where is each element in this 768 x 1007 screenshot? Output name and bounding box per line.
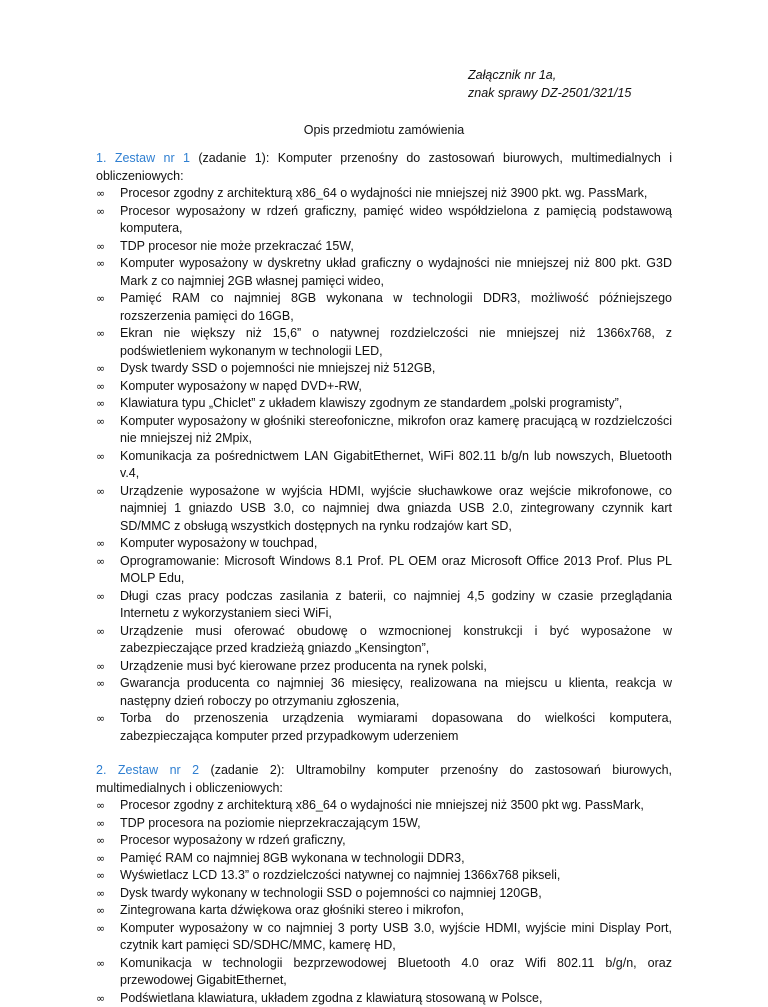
bullet-icon: ∞ bbox=[96, 850, 114, 868]
bullet-icon: ∞ bbox=[96, 378, 114, 396]
bullet-icon: ∞ bbox=[96, 902, 114, 920]
section-1-heading bbox=[96, 150, 672, 185]
spec-item: ∞ Klawiatura typu „Chiclet” z układem klawiszy zgodnym ze standardem „polski programisty”, bbox=[96, 395, 672, 413]
bullet-icon: ∞ bbox=[96, 290, 114, 308]
spec-item: ∞ Komputer wyposażony w touchpad, bbox=[96, 535, 672, 553]
bullet-icon: ∞ bbox=[96, 238, 114, 256]
bullet-icon: ∞ bbox=[96, 395, 114, 413]
spec-item: ∞ Komputer wyposażony w napęd DVD+-RW, bbox=[96, 378, 672, 396]
bullet-icon: ∞ bbox=[96, 885, 114, 903]
spec-item: ∞ Urządzenie wyposażone w wyjścia HDMI, wyjście słuchawkowe oraz wejście mikrofonowe, co najmniej 1 gniazdo USB 3.0, co najmniej dwa gniazda USB 2.0, zintegrowany czynnik kart SD/MMC z obsługą wszystkich dostępnych na rynku rodzajów kart SD, bbox=[96, 483, 672, 536]
section-2-number: 2. Zestaw nr 2 bbox=[96, 763, 199, 777]
spec-item: ∞ Torba do przenoszenia urządzenia wymiarami dopasowana do wielkości komputera, zabezpieczająca komputer przed przypadkowym uderzeniem bbox=[96, 710, 672, 745]
bullet-icon: ∞ bbox=[96, 710, 114, 728]
document-title: Opis przedmiotu zamówienia bbox=[0, 123, 768, 137]
spec-item: ∞ Pamięć RAM co najmniej 8GB wykonana w technologii DDR3, możliwość późniejszego rozszerzenia pamięci do 16GB, bbox=[96, 290, 672, 325]
bullet-icon: ∞ bbox=[96, 325, 114, 343]
bullet-icon: ∞ bbox=[96, 553, 114, 571]
spec-item: ∞ Oprogramowanie: Microsoft Windows 8.1 Prof. PL OEM oraz Microsoft Office 2013 Prof. Plus PL MOLP Edu, bbox=[96, 553, 672, 588]
bullet-icon: ∞ bbox=[96, 955, 114, 973]
spec-item: ∞ Komunikacja za pośrednictwem LAN GigabitEthernet, WiFi 802.11 b/g/n lub nowszych, Bluetooth v.4, bbox=[96, 448, 672, 483]
bullet-icon: ∞ bbox=[96, 360, 114, 378]
section-1-number: 1. Zestaw nr 1 bbox=[96, 151, 190, 165]
case-reference: znak sprawy DZ-2501/321/15 bbox=[468, 84, 631, 102]
section-spacer bbox=[96, 745, 672, 762]
bullet-icon: ∞ bbox=[96, 815, 114, 833]
spec-item: ∞ Ekran nie większy niż 15,6” o natywnej rozdzielczości nie mniejszej niż 1366x768, z podświetleniem wykonanym w technologii LED, bbox=[96, 325, 672, 360]
bullet-icon: ∞ bbox=[96, 920, 114, 938]
bullet-icon: ∞ bbox=[96, 413, 114, 431]
spec-item: ∞ Urządzenie musi być kierowane przez producenta na rynek polski, bbox=[96, 658, 672, 676]
attachment-number: Załącznik nr 1a, bbox=[468, 66, 631, 84]
section-2-heading bbox=[96, 762, 672, 797]
spec-item: ∞ Procesor wyposażony w rdzeń graficzny, pamięć wideo współdzielona z pamięcią podstawową komputera, bbox=[96, 203, 672, 238]
bullet-icon: ∞ bbox=[96, 483, 114, 501]
spec-item: ∞ Dysk twardy SSD o pojemności nie mniejszej niż 512GB, bbox=[96, 360, 672, 378]
spec-item: ∞ TDP procesor nie może przekraczać 15W, bbox=[96, 238, 672, 256]
spec-item: ∞ Komunikacja w technologii bezprzewodowej Bluetooth 4.0 oraz Wifi 802.11 b/g/n, oraz przewodowej GigabitEthernet, bbox=[96, 955, 672, 990]
bullet-icon: ∞ bbox=[96, 867, 114, 885]
section-1-title: (zadanie 1): Komputer przenośny do zastosowań biurowych, multimedialnych i obliczeniowych: bbox=[96, 151, 672, 183]
bullet-icon: ∞ bbox=[96, 832, 114, 850]
spec-item: ∞ Wyświetlacz LCD 13.3” o rozdzielczości natywnej co najmniej 1366x768 pikseli, bbox=[96, 867, 672, 885]
spec-item: ∞ Gwarancja producenta co najmniej 36 miesięcy, realizowana na miejscu u klienta, reakcja w następny dzień roboczy po otrzymaniu zgłoszenia, bbox=[96, 675, 672, 710]
spec-item: ∞ Komputer wyposażony w głośniki stereofoniczne, mikrofon oraz kamerę pracującą w rozdzielczości nie mniejszej niż 2Mpix, bbox=[96, 413, 672, 448]
spec-item: ∞ Procesor wyposażony w rdzeń graficzny, bbox=[96, 832, 672, 850]
bullet-icon: ∞ bbox=[96, 185, 114, 203]
spec-item: ∞ Zintegrowana karta dźwiękowa oraz głośniki stereo i mikrofon, bbox=[96, 902, 672, 920]
spec-item: ∞ Procesor zgodny z architekturą x86_64 o wydajności nie mniejszej niż 3900 pkt. wg. PassMark, bbox=[96, 185, 672, 203]
spec-item: ∞ Długi czas pracy podczas zasilania z baterii, co najmniej 4,5 godziny w czasie przeglądania Internetu z wykorzystaniem sieci WiFi, bbox=[96, 588, 672, 623]
document-body bbox=[96, 150, 672, 1007]
bullet-icon: ∞ bbox=[96, 623, 114, 641]
section-2-title: (zadanie 2): Ultramobilny komputer przenośny do zastosowań biurowych, multimedialnych i obliczeniowych: bbox=[96, 763, 672, 795]
spec-item: ∞ Procesor zgodny z architekturą x86_64 o wydajności nie mniejszej niż 3500 pkt wg. PassMark, bbox=[96, 797, 672, 815]
bullet-icon: ∞ bbox=[96, 535, 114, 553]
attachment-header bbox=[468, 66, 631, 102]
bullet-icon: ∞ bbox=[96, 203, 114, 221]
spec-item: ∞ Komputer wyposażony w dyskretny układ graficzny o wydajności nie mniejszej niż 800 pkt. G3D Mark z co najmniej 2GB własnej pamięci wideo, bbox=[96, 255, 672, 290]
bullet-icon: ∞ bbox=[96, 797, 114, 815]
spec-item: ∞ Pamięć RAM co najmniej 8GB wykonana w technologii DDR3, bbox=[96, 850, 672, 868]
section-2-spec-list bbox=[96, 797, 672, 1007]
bullet-icon: ∞ bbox=[96, 675, 114, 693]
spec-item: ∞ Komputer wyposażony w co najmniej 3 porty USB 3.0, wyjście HDMI, wyjście mini Display Port, czytnik kart pamięci SD/SDHC/MMC, kamerę HD, bbox=[96, 920, 672, 955]
bullet-icon: ∞ bbox=[96, 588, 114, 606]
spec-item: ∞ Podświetlana klawiatura, układem zgodna z klawiaturą stosowaną w Polsce, bbox=[96, 990, 672, 1007]
section-1-spec-list bbox=[96, 185, 672, 745]
bullet-icon: ∞ bbox=[96, 255, 114, 273]
spec-item: ∞ Urządzenie musi oferować obudowę o wzmocnionej konstrukcji i być wyposażone w zabezpieczające przed kradzieżą gniazdo „Kensington”, bbox=[96, 623, 672, 658]
bullet-icon: ∞ bbox=[96, 990, 114, 1007]
bullet-icon: ∞ bbox=[96, 448, 114, 466]
bullet-icon: ∞ bbox=[96, 658, 114, 676]
spec-item: ∞ Dysk twardy wykonany w technologii SSD o pojemności co najmniej 120GB, bbox=[96, 885, 672, 903]
spec-item: ∞ TDP procesora na poziomie nieprzekraczającym 15W, bbox=[96, 815, 672, 833]
